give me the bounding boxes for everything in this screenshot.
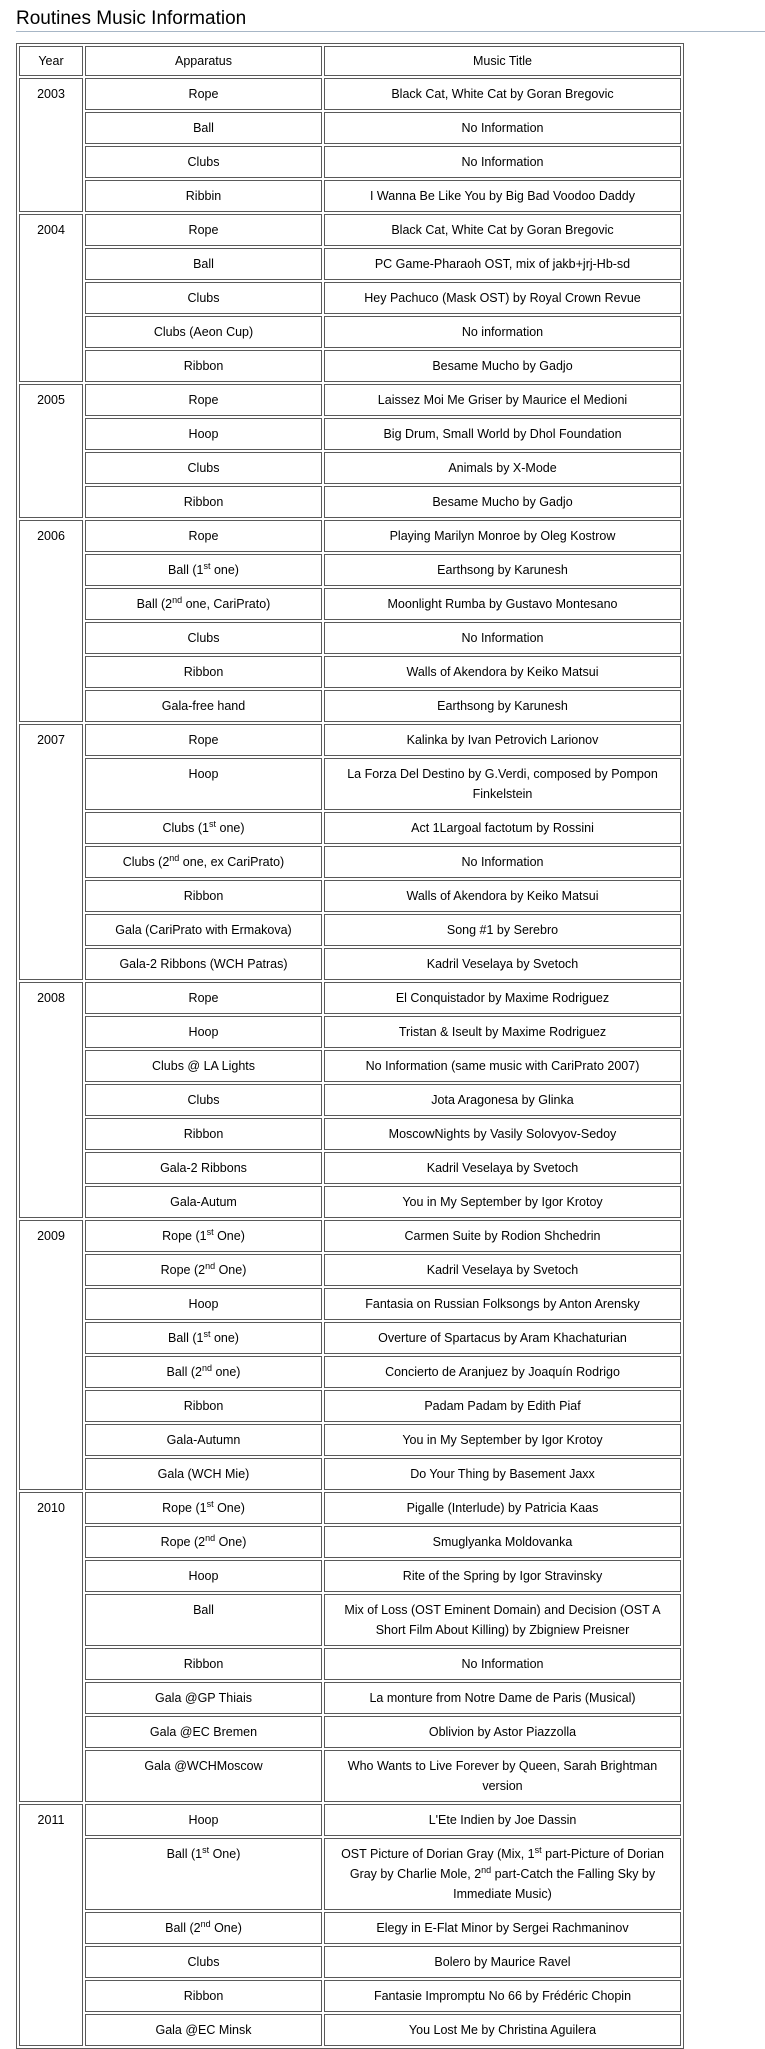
music-title-cell: Do Your Thing by Basement Jaxx (324, 1458, 681, 1490)
table-row (19, 1594, 681, 1646)
table-row (19, 418, 681, 450)
year-column-header: Year (19, 46, 83, 76)
table-row (19, 1288, 681, 1320)
music-title-cell: La Forza Del Destino by G.Verdi, composed by Pompon Finkelstein (324, 758, 681, 810)
apparatus-cell: Ball (2nd One) (85, 1912, 322, 1944)
apparatus-cell: Ball (1st one) (85, 554, 322, 586)
music-title-cell: La monture from Notre Dame de Paris (Musical) (324, 1682, 681, 1714)
table-row (19, 758, 681, 810)
table-row (19, 1016, 681, 1048)
table-row (19, 554, 681, 586)
year-cell: 2011 (19, 1804, 83, 2046)
table-row (19, 1254, 681, 1286)
table-row (19, 1492, 681, 1524)
music-title-cell: Laissez Moi Me Griser by Maurice el Medioni (324, 384, 681, 416)
music-title-cell: Walls of Akendora by Keiko Matsui (324, 880, 681, 912)
table-row (19, 1458, 681, 1490)
table-row (19, 948, 681, 980)
music-title-cell: Elegy in E-Flat Minor by Sergei Rachmaninov (324, 1912, 681, 1944)
table-row (19, 880, 681, 912)
apparatus-cell: Clubs (85, 282, 322, 314)
apparatus-cell: Rope (85, 982, 322, 1014)
apparatus-cell: Clubs (85, 1084, 322, 1116)
table-row (19, 1838, 681, 1910)
table-row (19, 2014, 681, 2046)
music-title-cell: L'Ete Indien by Joe Dassin (324, 1804, 681, 1836)
table-row (19, 112, 681, 144)
table-header (19, 46, 681, 76)
music-title-cell: Jota Aragonesa by Glinka (324, 1084, 681, 1116)
music-title-cell: No Information (324, 622, 681, 654)
apparatus-cell: Rope (85, 214, 322, 246)
apparatus-cell: Clubs (1st one) (85, 812, 322, 844)
apparatus-cell: Ball (1st One) (85, 1838, 322, 1910)
music-title-cell: No Information (324, 112, 681, 144)
table-row (19, 1186, 681, 1218)
apparatus-cell: Rope (85, 384, 322, 416)
apparatus-cell: Ribbin (85, 180, 322, 212)
year-cell: 2009 (19, 1220, 83, 1490)
apparatus-cell: Gala @WCHMoscow (85, 1750, 322, 1802)
music-title-cell: Earthsong by Karunesh (324, 690, 681, 722)
music-title-cell: Fantasie Impromptu No 66 by Frédéric Chopin (324, 1980, 681, 2012)
table-row (19, 1390, 681, 1422)
apparatus-cell: Rope (2nd One) (85, 1526, 322, 1558)
apparatus-cell: Gala @EC Bremen (85, 1716, 322, 1748)
table-row (19, 1912, 681, 1944)
table-row (19, 1716, 681, 1748)
music-title-cell: Smuglyanka Moldovanka (324, 1526, 681, 1558)
music-title-cell: Overture of Spartacus by Aram Khachaturian (324, 1322, 681, 1354)
music-title-cell: Kalinka by Ivan Petrovich Larionov (324, 724, 681, 756)
music-title-cell: No Information (324, 146, 681, 178)
music-title-cell: Kadril Veselaya by Svetoch (324, 948, 681, 980)
apparatus-cell: Ribbon (85, 656, 322, 688)
apparatus-cell: Hoop (85, 1288, 322, 1320)
apparatus-cell: Ribbon (85, 1648, 322, 1680)
music-title-cell: Concierto de Aranjuez by Joaquín Rodrigo (324, 1356, 681, 1388)
music-title-cell: Rite of the Spring by Igor Stravinsky (324, 1560, 681, 1592)
music-title-cell: Bolero by Maurice Ravel (324, 1946, 681, 1978)
year-cell: 2005 (19, 384, 83, 518)
table-row (19, 1946, 681, 1978)
apparatus-cell: Clubs (2nd one, ex CariPrato) (85, 846, 322, 878)
year-cell: 2010 (19, 1492, 83, 1802)
apparatus-cell: Clubs (Aeon Cup) (85, 316, 322, 348)
apparatus-cell: Ball (2nd one) (85, 1356, 322, 1388)
music-title-cell: Hey Pachuco (Mask OST) by Royal Crown Revue (324, 282, 681, 314)
year-cell: 2003 (19, 78, 83, 212)
music-title-column-header: Music Title (324, 46, 681, 76)
table-row (19, 350, 681, 382)
music-title-cell: Besame Mucho by Gadjo (324, 486, 681, 518)
apparatus-cell: Gala (WCH Mie) (85, 1458, 322, 1490)
apparatus-cell: Ribbon (85, 1390, 322, 1422)
apparatus-cell: Rope (85, 520, 322, 552)
music-title-cell: Mix of Loss (OST Eminent Domain) and Decision (OST A Short Film About Killing) by Zbigniew Preisner (324, 1594, 681, 1646)
apparatus-cell: Ball (85, 248, 322, 280)
page-title: Routines Music Information (16, 8, 765, 32)
apparatus-cell: Ball (85, 1594, 322, 1646)
apparatus-cell: Gala-2 Ribbons (85, 1152, 322, 1184)
apparatus-cell: Ball (85, 112, 322, 144)
music-title-cell: Tristan & Iseult by Maxime Rodriguez (324, 1016, 681, 1048)
table-row (19, 1682, 681, 1714)
music-title-cell: Act 1Largoal factotum by Rossini (324, 812, 681, 844)
apparatus-cell: Gala-2 Ribbons (WCH Patras) (85, 948, 322, 980)
music-title-cell: You in My September by Igor Krotoy (324, 1424, 681, 1456)
table-row (19, 282, 681, 314)
apparatus-cell: Clubs @ LA Lights (85, 1050, 322, 1082)
music-title-cell: You Lost Me by Christina Aguilera (324, 2014, 681, 2046)
apparatus-cell: Rope (1st One) (85, 1220, 322, 1252)
table-row (19, 1220, 681, 1252)
apparatus-cell: Gala (CariPrato with Ermakova) (85, 914, 322, 946)
table-row (19, 1804, 681, 1836)
table-row (19, 588, 681, 620)
apparatus-cell: Hoop (85, 1804, 322, 1836)
apparatus-cell: Clubs (85, 622, 322, 654)
apparatus-cell: Hoop (85, 418, 322, 450)
table-row (19, 1050, 681, 1082)
music-title-cell: Padam Padam by Edith Piaf (324, 1390, 681, 1422)
table-row (19, 520, 681, 552)
apparatus-cell: Hoop (85, 1016, 322, 1048)
table-row (19, 656, 681, 688)
music-title-cell: Earthsong by Karunesh (324, 554, 681, 586)
music-title-cell: No Information (324, 846, 681, 878)
apparatus-cell: Clubs (85, 1946, 322, 1978)
apparatus-cell: Ribbon (85, 880, 322, 912)
table-row (19, 1980, 681, 2012)
table-row (19, 1356, 681, 1388)
table-row (19, 724, 681, 756)
table-row (19, 486, 681, 518)
apparatus-cell: Gala @EC Minsk (85, 2014, 322, 2046)
music-title-cell: Animals by X-Mode (324, 452, 681, 484)
table-row (19, 846, 681, 878)
apparatus-cell: Clubs (85, 452, 322, 484)
apparatus-cell: Ball (1st one) (85, 1322, 322, 1354)
music-title-cell: Fantasia on Russian Folksongs by Anton Arensky (324, 1288, 681, 1320)
music-title-cell: Kadril Veselaya by Svetoch (324, 1254, 681, 1286)
music-title-cell: El Conquistador by Maxime Rodriguez (324, 982, 681, 1014)
apparatus-cell: Rope (2nd One) (85, 1254, 322, 1286)
music-title-cell: Pigalle (Interlude) by Patricia Kaas (324, 1492, 681, 1524)
music-title-cell: Who Wants to Live Forever by Queen, Sarah Brightman version (324, 1750, 681, 1802)
header-row (19, 46, 681, 76)
apparatus-cell: Gala-Autum (85, 1186, 322, 1218)
music-title-cell: Black Cat, White Cat by Goran Bregovic (324, 78, 681, 110)
table-row (19, 180, 681, 212)
apparatus-cell: Ball (2nd one, CariPrato) (85, 588, 322, 620)
table-row (19, 214, 681, 246)
music-title-cell: Moonlight Rumba by Gustavo Montesano (324, 588, 681, 620)
year-cell: 2006 (19, 520, 83, 722)
table-row (19, 1118, 681, 1150)
music-title-cell: No information (324, 316, 681, 348)
apparatus-cell: Rope (85, 78, 322, 110)
table-row (19, 452, 681, 484)
table-row (19, 1750, 681, 1802)
table-row (19, 1152, 681, 1184)
apparatus-cell: Ribbon (85, 1118, 322, 1150)
year-cell: 2007 (19, 724, 83, 980)
apparatus-cell: Gala @GP Thiais (85, 1682, 322, 1714)
music-title-cell: Kadril Veselaya by Svetoch (324, 1152, 681, 1184)
music-title-cell: Oblivion by Astor Piazzolla (324, 1716, 681, 1748)
apparatus-cell: Hoop (85, 758, 322, 810)
music-title-cell: You in My September by Igor Krotoy (324, 1186, 681, 1218)
table-row (19, 982, 681, 1014)
apparatus-column-header: Apparatus (85, 46, 322, 76)
music-title-cell: I Wanna Be Like You by Big Bad Voodoo Daddy (324, 180, 681, 212)
apparatus-cell: Ribbon (85, 1980, 322, 2012)
table-row (19, 1424, 681, 1456)
table-row (19, 622, 681, 654)
table-row (19, 1526, 681, 1558)
apparatus-cell: Hoop (85, 1560, 322, 1592)
year-cell: 2004 (19, 214, 83, 382)
table-body (19, 78, 681, 2046)
music-title-cell: Walls of Akendora by Keiko Matsui (324, 656, 681, 688)
year-cell: 2008 (19, 982, 83, 1218)
music-title-cell: Playing Marilyn Monroe by Oleg Kostrow (324, 520, 681, 552)
apparatus-cell: Rope (1st One) (85, 1492, 322, 1524)
table-row (19, 316, 681, 348)
music-title-cell: Big Drum, Small World by Dhol Foundation (324, 418, 681, 450)
music-title-cell: No Information (324, 1648, 681, 1680)
table-row (19, 1084, 681, 1116)
music-title-cell: MoscowNights by Vasily Solovyov-Sedoy (324, 1118, 681, 1150)
routines-table (16, 43, 684, 2049)
apparatus-cell: Ribbon (85, 350, 322, 382)
table-row (19, 78, 681, 110)
music-title-cell: Carmen Suite by Rodion Shchedrin (324, 1220, 681, 1252)
music-title-cell: Song #1 by Serebro (324, 914, 681, 946)
music-title-cell: Besame Mucho by Gadjo (324, 350, 681, 382)
music-title-cell: PC Game-Pharaoh OST, mix of jakb+jrj-Hb-sd (324, 248, 681, 280)
table-row (19, 812, 681, 844)
table-row (19, 1560, 681, 1592)
apparatus-cell: Gala-Autumn (85, 1424, 322, 1456)
table-row (19, 1322, 681, 1354)
table-row (19, 690, 681, 722)
table-row (19, 248, 681, 280)
apparatus-cell: Rope (85, 724, 322, 756)
table-row (19, 384, 681, 416)
table-row (19, 914, 681, 946)
table-row (19, 1648, 681, 1680)
apparatus-cell: Ribbon (85, 486, 322, 518)
apparatus-cell: Gala-free hand (85, 690, 322, 722)
apparatus-cell: Clubs (85, 146, 322, 178)
table-row (19, 146, 681, 178)
music-title-cell: Black Cat, White Cat by Goran Bregovic (324, 214, 681, 246)
music-title-cell: OST Picture of Dorian Gray (Mix, 1st part-Picture of Dorian Gray by Charlie Mole, 2nd part-Catch the Falling Sky by Immediate Music) (324, 1838, 681, 1910)
music-title-cell: No Information (same music with CariPrato 2007) (324, 1050, 681, 1082)
